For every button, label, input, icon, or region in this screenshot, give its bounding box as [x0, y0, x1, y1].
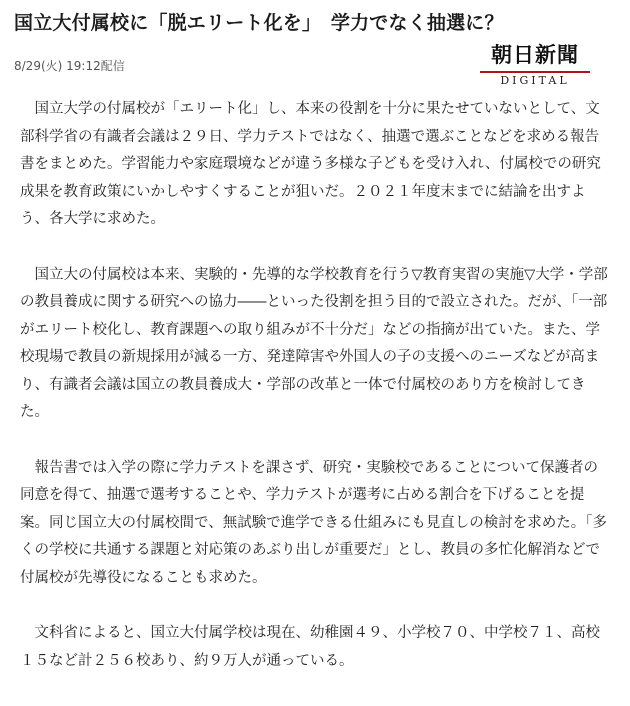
logo-sub: DIGITAL: [500, 74, 570, 87]
article-paragraph: 国立大学の付属校が「エリート化」し、本来の役割を十分に果たせていないとして、文部科学省の有識者会議は２９日、学力テストではなく、抽選で選ぶことなどを求める報告書をまとめた。学習能力や家庭環境などが違う多様な子どもを受け入れ、付属校での研究成果を教育政策にいかしやすくすることが狙いだ。２０２１年度末までに結論を出すよう、各大学に求めた。: [20, 101, 601, 227]
publish-date: 8/29(火) 19:12配信: [14, 59, 125, 73]
article-paragraph: 報告書では入学の際に学力テストを課さず、研究・実験校であることについて保護者の同意を得て、抽選で選考することや、学力テストが選考に占める割合を下げることを提案。同じ国立大の付属校間で、無試験で進学できる仕組みにも見直しの検討を求めた。「多くの学校に共通する課題と対応策のあぶり出しが重要だ」とし、教員の多忙化解消などで付属校が先導役になることも求めた。: [20, 459, 607, 586]
logo-name: 朝日新聞: [491, 42, 579, 67]
article-paragraph: 文科省によると、国立大付属学校は現在、幼稚園４９、小学校７０、中学校７１、高校１５など計２５６校あり、約９万人が通っている。: [20, 625, 600, 669]
article-body: [20, 96, 612, 703]
asahi-digital-logo[interactable]: [476, 42, 594, 90]
article-headline: 国立大付属校に「脱エリート化を」 学力でなく抽選に？: [14, 12, 504, 34]
article-paragraph: 国立大の付属校は本来、実験的・先導的な学校教育を行う▽教育実習の実施▽大学・学部の教員養成に関する研究への協力――といった役割を担う目的で設立された。だが、「一部がエリート校化し、教育課題への取り組みが不十分だ」などの指摘が出ていた。また、学校現場で教員の新規採用が減る一方、発達障害や外国人の子の支援へのニーズなどが高まり、有識者会議は国立の教員養成大・学部の改革と一体で付属校のあり方を検討してきた。: [20, 266, 608, 420]
